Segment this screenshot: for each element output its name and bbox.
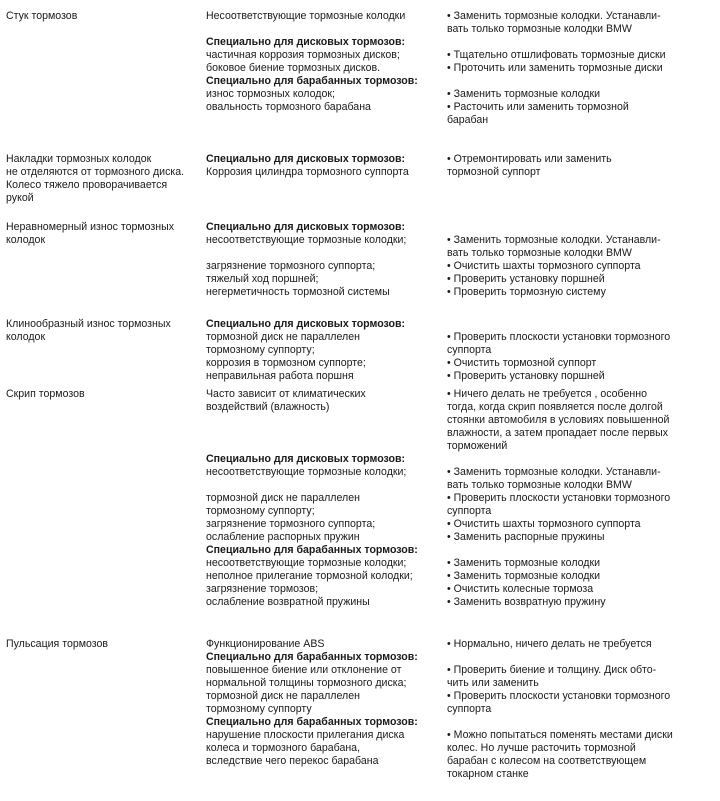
problem-text: Пульсация тормозов — [6, 638, 109, 650]
cause-text: неправильная работа поршня — [206, 370, 354, 382]
cause-text: колеса и тормозного барабана, — [206, 742, 361, 754]
remedy-text: • Заменить тормозные колодки — [447, 557, 715, 570]
remedy-text: • Проверить установку поршней — [447, 273, 715, 286]
problem-cell — [6, 388, 201, 401]
cause-text: Несоответствующие тормозные колодки — [206, 10, 406, 22]
cause-text: нормальной толщины тормозного диска; — [206, 677, 407, 689]
cause-text: неполное прилегание тормозной колодки; — [206, 570, 413, 582]
remedy-text: • Заменить тормозные колодки. Устанавли- — [447, 10, 715, 23]
problem-text: Скрип тормозов — [6, 388, 85, 400]
section-heading: Специально для барабанных тормозов: — [206, 716, 418, 728]
remedy-text: • Заменить тормозные колодки — [447, 88, 715, 101]
remedy-text: • Расточить или заменить тормозной — [447, 101, 715, 114]
cause-cell — [206, 10, 446, 114]
remedy-text — [447, 651, 715, 664]
remedy-text: • Очистить тормозной суппорт — [447, 357, 715, 370]
remedy-text: колес. Но лучше расточить тормозной — [447, 742, 636, 754]
cause-text: вследствие чего перекос барабана — [206, 755, 379, 767]
cause-text — [206, 247, 446, 260]
remedy-text — [447, 453, 715, 466]
cause-text — [206, 440, 446, 453]
remedy-text: • Ничего делать не требуется , особенно — [447, 388, 715, 401]
remedy-text: • Заменить тормозные колодки. Устанавли- — [447, 466, 715, 479]
remedy-text — [447, 75, 715, 88]
remedy-text — [447, 221, 715, 234]
cause-cell — [206, 221, 446, 299]
problem-cell — [6, 153, 201, 205]
section-heading: Специально для дисковых тормозов: — [206, 153, 406, 165]
remedy-cell — [447, 10, 715, 127]
remedy-text: • Очистить шахты тормозного суппорта — [447, 260, 715, 273]
cause-text: несоответствующие тормозные колодки; — [206, 557, 407, 569]
cause-text: загрязнение тормозов; — [206, 583, 319, 595]
remedy-text: • Очистить колесные тормоза — [447, 583, 715, 596]
problem-cell — [6, 638, 201, 651]
cause-text: загрязнение тормозного суппорта; — [206, 518, 376, 530]
problem-cell — [6, 221, 201, 247]
cause-text: частичная коррозия тормозных дисков; — [206, 49, 400, 61]
remedy-text: токарном станке — [447, 768, 529, 780]
cause-cell — [206, 318, 446, 383]
cause-text — [206, 23, 446, 36]
remedy-text: • Проверить плоскости установки тормозного — [447, 492, 715, 505]
remedy-cell — [447, 638, 715, 781]
cause-text: повышенное биение или отклонение от — [206, 664, 402, 676]
remedy-text: • Проверить плоскости установки тормозного — [447, 331, 715, 344]
cause-text: ослабление возвратной пружины — [206, 596, 370, 608]
remedy-text: суппорта — [447, 505, 492, 517]
remedy-text: • Проверить плоскости установки тормозного — [447, 690, 715, 703]
problem-cell — [6, 318, 201, 344]
remedy-text: суппорта — [447, 703, 492, 715]
remedy-text: • Очистить шахты тормозного суппорта — [447, 518, 715, 531]
remedy-text: • Заменить возвратную пружину — [447, 596, 715, 609]
cause-text: Коррозия цилиндра тормозного суппорта — [206, 166, 409, 178]
remedy-text: вать только тормозные колодки BMW — [447, 479, 632, 491]
cause-text: тяжелый ход поршней; — [206, 273, 319, 285]
remedy-cell — [447, 221, 715, 299]
cause-text: несоответствующие тормозные колодки; — [206, 466, 407, 478]
cause-text: тормозной диск не параллелен — [206, 690, 360, 702]
remedy-text: тогда, когда скрип появляется после долгой — [447, 401, 663, 413]
cause-text — [206, 479, 446, 492]
remedy-text: • Проверить биение и толщину. Диск обто- — [447, 664, 715, 677]
remedy-text: • Можно попытаться поменять местами диски — [447, 729, 715, 742]
section-heading: Специально для дисковых тормозов: — [206, 221, 406, 233]
cause-cell — [206, 153, 446, 179]
remedy-text: торможений — [447, 440, 508, 452]
remedy-text: барабан — [447, 114, 489, 126]
cause-text: Функционирование ABS — [206, 638, 325, 650]
remedy-text: • Отремонтировать или заменить — [447, 153, 715, 166]
remedy-text: барабан с колесом на соответствующем — [447, 755, 647, 767]
remedy-text: • Тщательно отшлифовать тормозные диски — [447, 49, 715, 62]
remedy-text — [447, 318, 715, 331]
remedy-text: вать только тормозные колодки BMW — [447, 23, 632, 35]
problem-text: Колесо тяжело проворачивается — [6, 179, 168, 191]
cause-text: нарушение плоскости прилегания диска — [206, 729, 405, 741]
problem-text: Неравномерный износ тормозных — [6, 221, 175, 233]
cause-text: загрязнение тормозного суппорта; — [206, 260, 376, 272]
cause-text: Часто зависит от климатических — [206, 388, 366, 400]
cause-text: боковое биение тормозных дисков. — [206, 62, 381, 74]
problem-text: колодок — [6, 234, 46, 246]
remedy-text: • Проверить тормозную систему — [447, 286, 715, 299]
problem-text: Накладки тормозных колодок — [6, 153, 152, 165]
remedy-text — [447, 544, 715, 557]
problem-text: колодок — [6, 331, 46, 343]
remedy-text: тормозной суппорт — [447, 166, 541, 178]
remedy-text: • Заменить тормозные колодки. Устанавли- — [447, 234, 715, 247]
cause-cell — [206, 388, 446, 609]
problem-text: не отделяются от тормозного диска. — [6, 166, 185, 178]
remedy-text: суппорта — [447, 344, 492, 356]
remedy-text: вать только тормозные колодки BMW — [447, 247, 632, 259]
cause-text: тормозной диск не параллелен — [206, 331, 360, 343]
cause-text — [206, 427, 446, 440]
cause-text: овальность тормозного барабана — [206, 101, 371, 113]
remedy-text — [447, 716, 715, 729]
remedy-cell — [447, 318, 715, 383]
problem-text: Стук тормозов — [6, 10, 78, 22]
cause-text: коррозия в тормозном суппорте; — [206, 357, 366, 369]
cause-text: несоответствующие тормозные колодки; — [206, 234, 407, 246]
section-heading: Специально для дисковых тормозов: — [206, 453, 406, 465]
remedy-text: стоянки автомобиля в условиях повышенной — [447, 414, 670, 426]
cause-text — [206, 414, 446, 427]
cause-text: воздействий (влажность) — [206, 401, 330, 413]
cause-text: негерметичность тормозной системы — [206, 286, 390, 298]
section-heading: Специально для дисковых тормозов: — [206, 318, 406, 330]
cause-text: тормозной диск не параллелен — [206, 492, 360, 504]
cause-text: износ тормозных колодок; — [206, 88, 335, 100]
remedy-text: чить или заменить — [447, 677, 539, 689]
section-heading: Специально для дисковых тормозов: — [206, 36, 406, 48]
remedy-text: влажности, а затем пропадает после первых — [447, 427, 668, 439]
remedy-text: • Нормально, ничего делать не требуется — [447, 638, 715, 651]
cause-text: тормозному суппорту; — [206, 505, 315, 517]
remedy-text — [447, 36, 715, 49]
section-heading: Специально для барабанных тормозов: — [206, 544, 418, 556]
remedy-text: • Проверить установку поршней — [447, 370, 715, 383]
cause-cell — [206, 638, 446, 768]
cause-text: ослабление распорных пружин — [206, 531, 360, 543]
remedy-text: • Заменить тормозные колодки — [447, 570, 715, 583]
remedy-text: • Заменить распорные пружины — [447, 531, 715, 544]
remedy-cell — [447, 153, 715, 179]
cause-text: тормозному суппорту — [206, 703, 312, 715]
section-heading: Специально для барабанных тормозов: — [206, 651, 418, 663]
problem-text: Клинообразный износ тормозных — [6, 318, 171, 330]
remedy-text: • Проточить или заменить тормозные диски — [447, 62, 715, 75]
problem-cell — [6, 10, 201, 23]
remedy-cell — [447, 388, 715, 609]
problem-text: рукой — [6, 192, 34, 204]
cause-text: тормозному суппорту; — [206, 344, 315, 356]
section-heading: Специально для барабанных тормозов: — [206, 75, 418, 87]
